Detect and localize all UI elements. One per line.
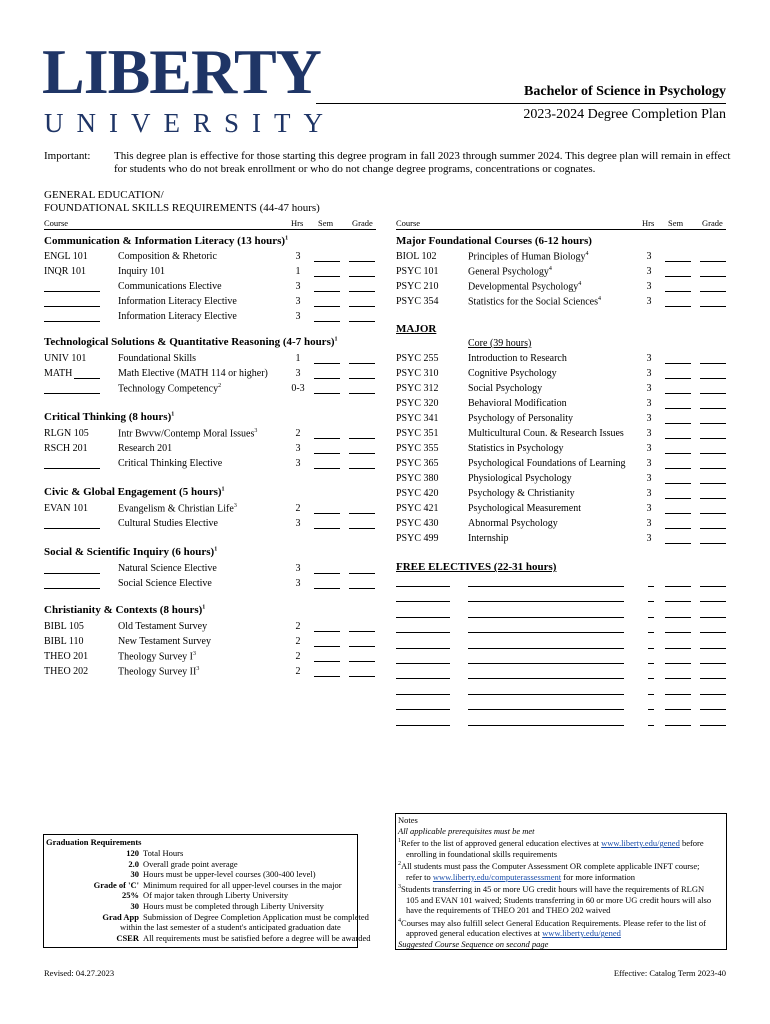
course-hours: 2 [295, 428, 301, 439]
course-hours: 0-3 [291, 383, 305, 394]
grade-blank[interactable] [349, 266, 375, 277]
course-code: BIBL 110 [44, 636, 84, 647]
course-code: INQR 101 [44, 266, 86, 277]
grade-blank[interactable] [349, 281, 375, 292]
course-title: Research 201 [118, 443, 173, 454]
semester-blank[interactable] [665, 609, 691, 618]
semester-blank[interactable] [314, 281, 340, 292]
note-3: $^3$Students transferring in 45 or more UG credit hours will have the requirements of RLGN [398, 884, 705, 895]
note-3-cont2: have the requirements of THEO 201 and THEO 202 waived [406, 905, 611, 916]
grade-blank[interactable] [700, 458, 726, 469]
course-title: Physiological Psychology [468, 473, 572, 484]
elective-code-blank[interactable] [396, 686, 450, 695]
semester-blank[interactable] [665, 655, 691, 664]
semester-blank[interactable] [314, 266, 340, 277]
course-hours: 3 [646, 398, 652, 409]
elective-title-blank[interactable] [468, 670, 624, 679]
course-title: Natural Science Elective [118, 563, 217, 574]
course-code: PSYC 320 [396, 398, 439, 409]
header-rule [316, 103, 726, 104]
col-sem-right: Sem [668, 218, 684, 228]
graduation-key: 2.0 [128, 858, 139, 869]
semester-blank[interactable] [314, 428, 340, 439]
semester-blank[interactable] [665, 518, 691, 529]
semester-blank[interactable] [665, 353, 691, 364]
course-code: PSYC 101 [396, 266, 439, 277]
elective-hours-blank[interactable] [648, 701, 654, 710]
grade-blank[interactable] [349, 636, 375, 647]
grade-blank[interactable] [349, 311, 375, 322]
grade-blank[interactable] [700, 413, 726, 424]
course-title: Inquiry 101 [118, 266, 165, 277]
course-code-blank[interactable] [44, 382, 100, 394]
effective-term: Effective: Catalog Term 2023-40 [613, 968, 726, 978]
course-title: Psychological Measurement [468, 503, 582, 514]
note-2: $^2$All students must pass the Computer Assessment OR complete applicable INFT course; [398, 861, 700, 872]
semester-blank[interactable] [665, 443, 691, 454]
course-hours: 2 [295, 636, 301, 647]
course-code: ENGL 101 [44, 251, 88, 262]
graduation-key: 25% [122, 890, 139, 901]
course-title: Critical Thinking Elective [118, 458, 223, 469]
grade-blank[interactable] [700, 518, 726, 529]
course-code: PSYC 310 [396, 368, 439, 379]
elective-code-blank[interactable] [396, 655, 450, 664]
elective-title-blank[interactable] [468, 578, 624, 587]
course-hours: 3 [646, 428, 652, 439]
col-course-left: Course [44, 218, 69, 228]
course-hours: 3 [295, 311, 301, 322]
course-title: Statistics in Psychology [468, 443, 564, 454]
graduation-value: Overall grade point average [143, 858, 238, 869]
col-course-right: Course [396, 218, 421, 228]
semester-blank[interactable] [314, 296, 340, 307]
semester-blank[interactable] [314, 251, 340, 262]
grade-blank[interactable] [700, 717, 726, 726]
semester-blank[interactable] [314, 383, 340, 394]
graduation-key: 30 [130, 901, 139, 911]
elective-code-blank[interactable] [396, 670, 450, 679]
graduation-value: Hours must be upper-level courses (300-400 level) [143, 869, 316, 880]
course-code: PSYC 355 [396, 443, 439, 454]
grade-blank[interactable] [700, 533, 726, 544]
course-hours: 3 [295, 251, 301, 262]
semester-blank[interactable] [665, 251, 691, 262]
grade-blank[interactable] [700, 624, 726, 633]
gen-ed-heading-line1: GENERAL EDUCATION/ [44, 189, 164, 201]
elective-code-blank[interactable] [396, 578, 450, 587]
course-code: PSYC 354 [396, 296, 439, 307]
notes-heading: Notes [398, 815, 418, 825]
elective-title-blank[interactable] [468, 717, 624, 726]
course-hours: 3 [295, 443, 301, 454]
semester-blank[interactable] [665, 640, 691, 649]
elective-title-blank[interactable] [468, 686, 624, 695]
elective-code-blank[interactable] [396, 593, 450, 602]
graduation-value: Total Hours [143, 848, 184, 858]
course-code: PSYC 341 [396, 413, 439, 424]
note-1: $^1$Refer to the list of approved general education electives at www.liberty.edu/gened before [398, 838, 704, 849]
col-sem-left: Sem [318, 218, 334, 228]
semester-blank[interactable] [314, 636, 340, 647]
course-hours: 3 [646, 488, 652, 499]
course-title: Cognitive Psychology [468, 368, 557, 379]
grade-blank[interactable] [700, 266, 726, 277]
course-code-blank[interactable] [44, 577, 100, 589]
semester-blank[interactable] [314, 621, 340, 632]
semester-blank[interactable] [665, 296, 691, 307]
course-hours: 3 [646, 413, 652, 424]
grade-blank[interactable] [349, 666, 375, 677]
course-title: Technology Competency$^2$ [118, 383, 222, 395]
course-hours: 3 [295, 458, 301, 469]
elective-hours-blank[interactable] [648, 717, 654, 726]
elective-title-blank[interactable] [468, 640, 624, 649]
grade-blank[interactable] [700, 398, 726, 409]
course-hours: 3 [646, 383, 652, 394]
course-title: Social Psychology [468, 383, 543, 394]
grade-blank[interactable] [349, 428, 375, 439]
note-4-cont: approved general education electives at www.liberty.edu/gened [406, 928, 621, 939]
graduation-key: CSER [116, 932, 139, 943]
elective-hours-blank[interactable] [648, 578, 654, 587]
plan-year: 2023-2024 Degree Completion Plan [523, 107, 726, 122]
course-hours: 2 [295, 666, 301, 677]
grade-blank[interactable] [700, 640, 726, 649]
gen-ed-heading [44, 189, 320, 215]
elective-title-blank[interactable] [468, 701, 624, 710]
graduation-key: Grad App [102, 911, 139, 922]
course-title: Theology Survey $I^3$ [118, 651, 196, 663]
elective-title-blank[interactable] [468, 593, 624, 602]
grade-blank[interactable] [700, 701, 726, 710]
grade-blank[interactable] [700, 609, 726, 618]
course-title: Psychology & Christianity [468, 488, 575, 499]
grade-blank[interactable] [700, 251, 726, 262]
elective-code-blank[interactable] [396, 609, 450, 618]
grade-blank[interactable] [349, 296, 375, 307]
course-code-blank[interactable] [44, 457, 100, 469]
semester-blank[interactable] [665, 413, 691, 424]
course-hours: 3 [646, 251, 652, 262]
grade-blank[interactable] [349, 353, 375, 364]
grade-blank[interactable] [700, 670, 726, 679]
category-civic: Civic & Global Engagement (5 hours)$^1$ [44, 486, 225, 498]
course-hours: 3 [646, 281, 652, 292]
course-hours: 3 [646, 296, 652, 307]
semester-blank[interactable] [665, 717, 691, 726]
semester-blank[interactable] [665, 428, 691, 439]
elective-hours-blank[interactable] [648, 640, 654, 649]
course-title: Foundational Skills [118, 353, 197, 364]
graduation-key: 120 [126, 848, 139, 858]
elective-hours-blank[interactable] [648, 624, 654, 633]
note-3-cont: 105 and EVAN 101 waived; Students transferring in 60 or more UG credit hours will also [406, 894, 712, 905]
elective-hours-blank[interactable] [648, 655, 654, 664]
grade-blank[interactable] [349, 368, 375, 379]
grade-blank[interactable] [700, 281, 726, 292]
graduation-value: Minimum required for all upper-level courses in the major [143, 879, 342, 890]
course-title: Composition & Rhetoric [118, 251, 217, 262]
course-title: Math Elective (MATH 114 or higher) [118, 368, 268, 379]
right-header-rule [396, 229, 726, 230]
degree-title: Bachelor of Science in Psychology [524, 84, 726, 99]
course-hours: 3 [646, 533, 652, 544]
course-hours: 3 [646, 473, 652, 484]
semester-blank[interactable] [314, 518, 340, 529]
course-title: Psychological Foundations of Learning [468, 458, 626, 469]
free-electives-heading: FREE ELECTIVES (22-31 hours) [396, 561, 557, 573]
semester-blank[interactable] [314, 578, 340, 589]
notes-prereq: All applicable prerequisites must be met [398, 825, 535, 836]
course-hours: 3 [295, 296, 301, 307]
university-logo-text: UNIVERSITY [44, 108, 336, 138]
semester-blank[interactable] [314, 368, 340, 379]
graduation-value: Of major taken through Liberty University [143, 890, 289, 901]
gened-link-2[interactable]: www.liberty.edu/gened [542, 928, 621, 939]
grade-blank[interactable] [700, 296, 726, 307]
semester-blank[interactable] [314, 651, 340, 662]
course-code: PSYC 499 [396, 533, 439, 544]
grade-blank[interactable] [349, 578, 375, 589]
semester-blank[interactable] [314, 503, 340, 514]
semester-blank[interactable] [314, 666, 340, 677]
liberty-logo: LIBERTY [42, 36, 321, 107]
major-foundational-heading: Major Foundational Courses (6-12 hours) [396, 235, 592, 247]
course-code: THEO 201 [44, 651, 89, 662]
semester-blank[interactable] [665, 593, 691, 602]
category-christianity: Christianity & Contexts (8 hours)$^1$ [44, 604, 206, 616]
course-code: PSYC 420 [396, 488, 439, 499]
left-header-rule [44, 229, 376, 230]
grade-blank[interactable] [349, 443, 375, 454]
semester-blank[interactable] [665, 670, 691, 679]
gen-ed-heading-line2: FOUNDATIONAL SKILLS REQUIREMENTS (44-47 hours) [44, 202, 320, 214]
elective-hours-blank[interactable] [648, 609, 654, 618]
course-title: Evangelism & Christian Life$^3$ [118, 503, 237, 515]
course-title: General Psychology$^4$ [468, 266, 552, 278]
course-title: Multicultural Coun. & Research Issues [468, 428, 624, 439]
course-hours: 3 [646, 458, 652, 469]
gened-link[interactable]: www.liberty.edu/gened [601, 838, 680, 849]
course-code-blank[interactable] [44, 517, 100, 529]
semester-blank[interactable] [665, 458, 691, 469]
graduation-key: Grade of 'C' [93, 879, 139, 890]
course-title: Information Literacy Elective [118, 311, 237, 322]
grade-blank[interactable] [349, 518, 375, 529]
semester-blank[interactable] [314, 458, 340, 469]
note-4: $^4$Courses may also fulfill select General Education Requirements. Please refer to the list of [398, 917, 706, 928]
course-code: BIBL 105 [44, 621, 84, 632]
note-1-cont: enrolling in foundational skills requirements [406, 848, 558, 859]
course-code: PSYC 312 [396, 383, 439, 394]
course-hours: 3 [295, 563, 301, 574]
course-code: EVAN 101 [44, 503, 88, 514]
category-communication: Communication & Information Literacy (13 hours)$^1$ [44, 235, 289, 247]
course-code: UNIV 101 [44, 353, 87, 364]
elective-code-blank[interactable] [396, 701, 450, 710]
semester-blank[interactable] [314, 563, 340, 574]
important-text: This degree plan is effective for those starting this degree program in fall 2023 through summer 2024. This degree plan will remain in effect for students who do not break enrollment or who do not change degree programs, concentrations or cognates. [114, 150, 731, 175]
semester-blank[interactable] [314, 353, 340, 364]
graduation-value: Hours must be completed through Liberty University [143, 901, 324, 911]
course-title: Internship [468, 533, 509, 544]
course-code: PSYC 210 [396, 281, 439, 292]
course-code-blank[interactable] [44, 562, 100, 574]
semester-blank[interactable] [665, 383, 691, 394]
course-code: BIOL 102 [396, 251, 437, 262]
grade-blank[interactable] [349, 251, 375, 262]
elective-code-blank[interactable] [396, 624, 450, 633]
computer-assessment-link[interactable]: www.liberty.edu/computerassessment [432, 871, 562, 882]
course-hours: 3 [295, 578, 301, 589]
category-social-scientific: Social & Scientific Inquiry (6 hours)$^1$ [44, 546, 218, 558]
graduation-value: within the last semester of a student's anticipated graduation date [120, 922, 341, 933]
grade-blank[interactable] [349, 563, 375, 574]
course-hours: 1 [295, 353, 301, 364]
course-hours: 3 [295, 368, 301, 379]
course-code: PSYC 365 [396, 458, 439, 469]
elective-title-blank[interactable] [468, 609, 624, 618]
semester-blank[interactable] [665, 368, 691, 379]
course-code: PSYC 430 [396, 518, 439, 529]
course-code-blank[interactable] [44, 310, 100, 322]
elective-code-blank[interactable] [396, 717, 450, 726]
grade-blank[interactable] [700, 368, 726, 379]
course-code: MATH [44, 368, 73, 379]
grade-blank[interactable] [700, 428, 726, 439]
course-code: RLGN 105 [44, 428, 89, 439]
elective-hours-blank[interactable] [648, 670, 654, 679]
graduation-value: Submission of Degree Completion Application must be completed [143, 911, 369, 922]
course-code-blank[interactable] [44, 280, 100, 292]
course-title: Information Literacy Elective [118, 296, 237, 307]
grade-blank[interactable] [700, 473, 726, 484]
course-code: RSCH 201 [44, 443, 88, 454]
grade-blank[interactable] [700, 655, 726, 664]
semester-blank[interactable] [665, 488, 691, 499]
course-title: Social Science Elective [118, 578, 212, 589]
course-hours: 3 [646, 518, 652, 529]
course-title: Old Testament Survey [118, 621, 208, 632]
grade-blank[interactable] [700, 353, 726, 364]
grade-blank[interactable] [700, 578, 726, 587]
course-hours: 3 [646, 266, 652, 277]
course-hours: 3 [646, 368, 652, 379]
course-hours: 2 [295, 621, 301, 632]
course-title: Cultural Studies Elective [118, 518, 218, 529]
semester-blank[interactable] [665, 686, 691, 695]
course-title: Behavioral Modification [468, 398, 567, 409]
graduation-value: All requirements must be satisfied before a degree will be awarded [143, 932, 371, 943]
math-code-blank[interactable] [74, 378, 100, 379]
category-technological: Technological Solutions & Quantitative Reasoning (4-7 hours)$^1$ [44, 336, 338, 348]
course-hours: 2 [295, 503, 301, 514]
course-sequence-note: Suggested Course Sequence on second page [398, 938, 549, 949]
grade-blank[interactable] [349, 503, 375, 514]
course-title: New Testament Survey [118, 636, 211, 647]
semester-blank[interactable] [314, 311, 340, 322]
grade-blank[interactable] [700, 443, 726, 454]
grade-blank[interactable] [349, 621, 375, 632]
semester-blank[interactable] [665, 473, 691, 484]
col-grade-right: Grade [702, 218, 723, 228]
course-code: THEO 202 [44, 666, 89, 677]
grade-blank[interactable] [700, 383, 726, 394]
graduation-requirements-box [43, 834, 371, 948]
core-label: Core (39 hours) [468, 338, 532, 349]
major-heading: MAJOR [396, 323, 437, 335]
graduation-heading: Graduation Requirements [46, 837, 142, 847]
course-hours: 1 [295, 266, 301, 277]
elective-title-blank[interactable] [468, 655, 624, 664]
course-hours: 3 [646, 353, 652, 364]
grade-blank[interactable] [349, 458, 375, 469]
course-title: Principles of Human Biology$^4$ [468, 251, 589, 263]
grade-blank[interactable] [700, 686, 726, 695]
course-title: Introduction to Research [468, 353, 567, 364]
grade-blank[interactable] [700, 488, 726, 499]
course-code: PSYC 380 [396, 473, 439, 484]
grade-blank[interactable] [349, 383, 375, 394]
semester-blank[interactable] [665, 578, 691, 587]
course-code: PSYC 255 [396, 353, 439, 364]
semester-blank[interactable] [665, 701, 691, 710]
semester-blank[interactable] [665, 398, 691, 409]
course-title: Abnormal Psychology [468, 518, 558, 529]
course-hours: 3 [295, 281, 301, 292]
course-title: Developmental Psychology$^4$ [468, 281, 582, 293]
course-code: PSYC 351 [396, 428, 439, 439]
col-hrs-right: Hrs [642, 218, 655, 228]
course-title: Psychology of Personality [468, 413, 573, 424]
elective-hours-blank[interactable] [648, 593, 654, 602]
important-label: Important: [44, 150, 91, 162]
course-hours: 3 [646, 503, 652, 514]
course-hours: 3 [295, 518, 301, 529]
semester-blank[interactable] [665, 266, 691, 277]
grade-blank[interactable] [700, 593, 726, 602]
grade-blank[interactable] [700, 503, 726, 514]
notes-box [395, 813, 727, 950]
course-hours: 2 [295, 651, 301, 662]
elective-hours-blank[interactable] [648, 686, 654, 695]
semester-blank[interactable] [665, 624, 691, 633]
semester-blank[interactable] [665, 503, 691, 514]
course-title: Communications Elective [118, 281, 222, 292]
elective-code-blank[interactable] [396, 640, 450, 649]
elective-title-blank[interactable] [468, 624, 624, 633]
note-2-cont: refer to www.liberty.edu/computerassessment for more information [406, 871, 636, 882]
course-title: Theology Survey $II^3$ [118, 666, 200, 678]
course-hours: 3 [646, 443, 652, 454]
col-grade-left: Grade [352, 218, 373, 228]
semester-blank[interactable] [314, 443, 340, 454]
course-code-blank[interactable] [44, 295, 100, 307]
grade-blank[interactable] [349, 651, 375, 662]
semester-blank[interactable] [665, 533, 691, 544]
semester-blank[interactable] [665, 281, 691, 292]
course-title: Statistics for the Social Sciences$^4$ [468, 296, 601, 308]
graduation-key: 30 [130, 869, 139, 880]
course-code: PSYC 421 [396, 503, 439, 514]
revised-date: Revised: 04.27.2023 [44, 968, 115, 978]
col-hrs-left: Hrs [291, 218, 304, 228]
category-critical-thinking: Critical Thinking (8 hours)$^1$ [44, 411, 175, 423]
course-title: Intr Bwvw/Contemp Moral Issues$^3$ [118, 428, 258, 440]
